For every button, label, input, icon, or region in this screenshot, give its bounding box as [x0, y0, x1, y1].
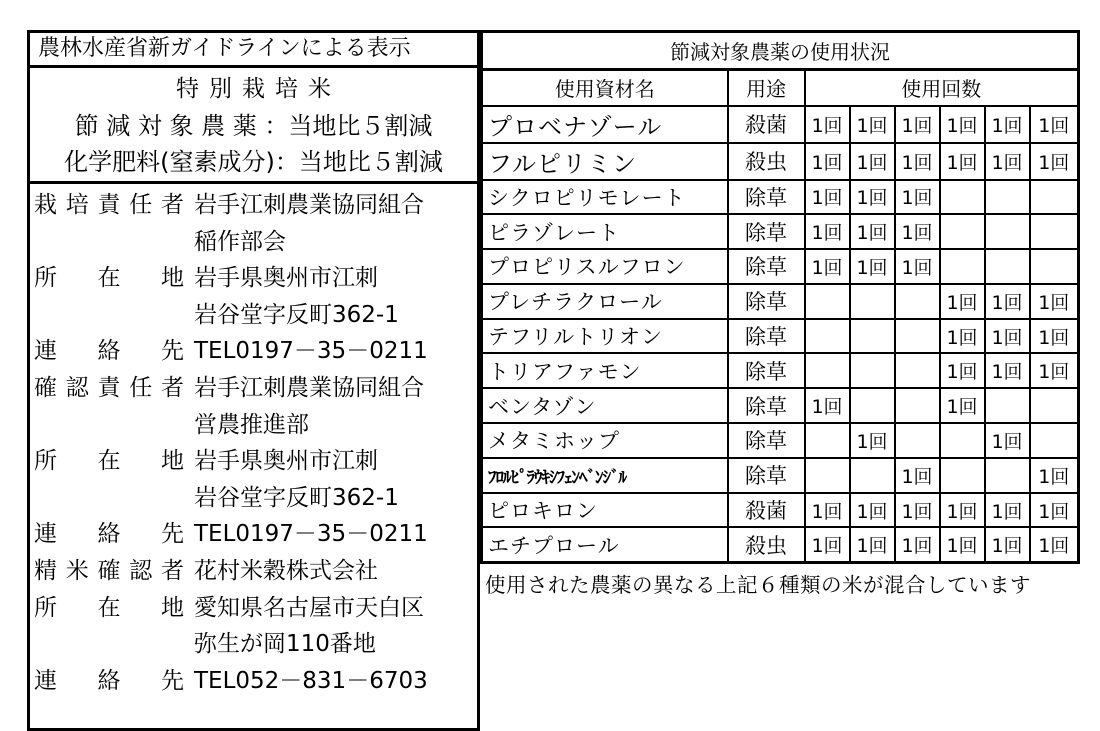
usage-count-cell — [805, 319, 850, 354]
info-label-char: 絡 — [97, 338, 121, 365]
info-label-char: 先 — [161, 667, 184, 694]
info-row — [30, 407, 477, 444]
info-value: 岩手県奥州市江刺 — [194, 265, 378, 292]
info-value: 愛知県名古屋市天白区 — [194, 594, 424, 621]
pesticide-use: 殺虫 — [728, 143, 805, 180]
pesticide-name: ベンタゾン — [482, 388, 728, 423]
usage-count-cell — [940, 180, 985, 215]
info-label-char: 先 — [161, 338, 184, 365]
usage-count-cell — [985, 458, 1030, 493]
info-value: 岩手江刺農業協同組合 — [194, 192, 424, 218]
usage-count-cell — [850, 284, 895, 319]
info-value: TEL052－831－6703 — [194, 667, 428, 694]
info-label-char: 連 — [34, 667, 57, 694]
usage-count-cell — [850, 353, 895, 388]
usage-count-cell: 1回 — [985, 143, 1030, 180]
guideline-header: 農林水産省新ガイドラインによる表示 — [27, 30, 480, 68]
usage-count-cell: 1回 — [895, 493, 940, 528]
info-label-char: 所 — [34, 448, 57, 475]
info-label-char: 先 — [161, 521, 184, 548]
usage-count-cell: 1回 — [850, 493, 895, 528]
pesticide-name: プロベナゾール — [482, 106, 728, 143]
info-label-char: 者 — [161, 374, 184, 401]
column-header-name: 使用資材名 — [482, 70, 728, 106]
usage-table-title: 節減対象農薬の使用状況 — [482, 32, 1079, 70]
info-label-char: 責 — [97, 192, 121, 218]
usage-count-cell: 1回 — [985, 319, 1030, 354]
usage-count-cell — [805, 423, 850, 458]
usage-count-cell: 1回 — [895, 249, 940, 284]
info-value: 弥生が岡110番地 — [194, 631, 376, 658]
info-label-char: 認 — [129, 557, 153, 584]
certification-title: 特別栽培米 — [176, 76, 341, 102]
usage-count-cell: 1回 — [1030, 527, 1079, 562]
usage-count-cell: 1回 — [940, 527, 985, 562]
info-value: 岩谷堂字反町362-1 — [194, 484, 399, 511]
info-label-char: 培 — [65, 192, 89, 218]
responsible-info — [27, 184, 480, 731]
usage-count-cell: 1回 — [805, 143, 850, 180]
info-label-char: 米 — [65, 557, 89, 584]
pesticide-row — [482, 143, 1079, 180]
usage-count-cell: 1回 — [850, 527, 895, 562]
usage-count-cell: 1回 — [985, 423, 1030, 458]
usage-count-cell: 1回 — [850, 249, 895, 284]
usage-count-cell: 1回 — [895, 458, 940, 493]
info-row — [30, 590, 477, 627]
usage-count-cell — [1030, 249, 1079, 284]
pesticide-name: シクロピリモレート — [482, 180, 728, 215]
usage-count-cell — [940, 214, 985, 249]
info-label-char: 地 — [161, 594, 184, 621]
info-value: TEL0197－35－0211 — [194, 338, 428, 365]
pesticide-name: エチプロール — [482, 527, 728, 562]
info-value: 営農推進部 — [194, 411, 309, 438]
info-value: 稲作部会 — [194, 228, 286, 255]
info-row — [30, 260, 477, 297]
info-value: 花村米穀株式会社 — [194, 557, 378, 584]
info-label-char: 任 — [129, 374, 153, 401]
info-label — [34, 333, 184, 370]
usage-count-cell: 1回 — [895, 143, 940, 180]
pesticide-name: フルピリミン — [482, 143, 728, 180]
info-value: 岩手江刺農業協同組合 — [194, 374, 424, 401]
usage-count-cell: 1回 — [1030, 319, 1079, 354]
pesticide-row — [482, 388, 1079, 423]
usage-count-cell: 1回 — [985, 527, 1030, 562]
usage-count-cell: 1回 — [805, 527, 850, 562]
usage-count-cell — [985, 388, 1030, 423]
info-label — [34, 553, 184, 590]
pesticide-name: ﾌﾛﾙﾋﾟﾗｳｷｼﾌｪﾝﾍﾞﾝｼﾞﾙ — [482, 458, 728, 493]
labeling-panel — [27, 30, 480, 731]
usage-count-cell: 1回 — [1030, 106, 1079, 143]
usage-count-cell: 1回 — [895, 214, 940, 249]
pesticide-usage-panel — [480, 30, 1077, 598]
usage-count-cell — [805, 353, 850, 388]
column-header-use: 用途 — [728, 70, 805, 106]
usage-count-cell: 1回 — [940, 106, 985, 143]
usage-count-cell: 1回 — [895, 180, 940, 215]
usage-count-cell: 1回 — [1030, 458, 1079, 493]
info-label-char: 所 — [34, 594, 57, 621]
usage-count-cell: 1回 — [805, 249, 850, 284]
usage-count-cell — [895, 284, 940, 319]
pesticide-reduction: 節 減 対 象 農 薬 ：当地比５割減 — [74, 111, 433, 140]
usage-count-cell: 1回 — [805, 388, 850, 423]
usage-count-cell: 1回 — [805, 214, 850, 249]
info-row — [30, 333, 477, 370]
column-header-count: 使用回数 — [805, 70, 1079, 106]
usage-count-cell — [895, 353, 940, 388]
usage-count-cell: 1回 — [805, 493, 850, 528]
info-label-char: 任 — [129, 192, 153, 218]
pesticide-name: プレチラクロール — [482, 284, 728, 319]
usage-count-cell — [895, 319, 940, 354]
info-row — [30, 443, 477, 480]
pesticide-row — [482, 106, 1079, 143]
pesticide-name: メタミホップ — [482, 423, 728, 458]
certification-box — [27, 68, 480, 184]
pesticide-row — [482, 249, 1079, 284]
usage-count-cell — [1030, 423, 1079, 458]
usage-count-cell — [985, 180, 1030, 215]
info-label-char: 認 — [65, 374, 89, 401]
usage-count-cell: 1回 — [985, 106, 1030, 143]
fertilizer-reduction: 化学肥料(窒素成分)：当地比５割減 — [64, 148, 443, 176]
info-label-char: 精 — [34, 557, 57, 584]
usage-count-cell — [1030, 214, 1079, 249]
usage-count-cell: 1回 — [1030, 143, 1079, 180]
info-row — [30, 297, 477, 334]
usage-count-cell: 1回 — [940, 353, 985, 388]
usage-count-cell: 1回 — [850, 180, 895, 215]
pesticide-use: 殺菌 — [728, 493, 805, 528]
usage-count-cell: 1回 — [985, 284, 1030, 319]
pesticide-use: 除草 — [728, 319, 805, 354]
usage-count-cell: 1回 — [805, 180, 850, 215]
info-row — [30, 663, 477, 700]
usage-count-cell — [805, 458, 850, 493]
usage-count-cell: 1回 — [985, 353, 1030, 388]
usage-count-cell: 1回 — [895, 527, 940, 562]
pesticide-row — [482, 458, 1079, 493]
info-label-char: 栽 — [34, 192, 57, 218]
info-value: 岩手県奥州市江刺 — [194, 448, 378, 475]
usage-count-cell: 1回 — [1030, 284, 1079, 319]
usage-count-cell — [895, 423, 940, 458]
info-row — [30, 516, 477, 553]
usage-count-cell: 1回 — [1030, 493, 1079, 528]
info-label — [34, 663, 184, 700]
info-row — [30, 370, 477, 407]
pesticide-use: 殺菌 — [728, 106, 805, 143]
info-label — [34, 590, 184, 627]
info-label — [34, 260, 184, 297]
pesticide-row — [482, 284, 1079, 319]
info-value: TEL0197－35－0211 — [194, 521, 428, 548]
usage-count-cell — [895, 388, 940, 423]
usage-count-cell: 1回 — [895, 106, 940, 143]
pesticide-use: 除草 — [728, 214, 805, 249]
info-row — [30, 553, 477, 590]
pesticide-row — [482, 493, 1079, 528]
pesticide-use: 除草 — [728, 353, 805, 388]
info-row — [30, 626, 477, 663]
pesticide-use: 除草 — [728, 249, 805, 284]
info-label-char: 者 — [161, 557, 184, 584]
pesticide-name: ピラゾレート — [482, 214, 728, 249]
info-label-char: 責 — [97, 374, 121, 401]
usage-count-cell: 1回 — [985, 493, 1030, 528]
usage-count-cell — [940, 423, 985, 458]
info-label-char: 地 — [161, 265, 184, 292]
info-label-char: 確 — [34, 374, 57, 401]
pesticide-row — [482, 353, 1079, 388]
usage-count-cell: 1回 — [940, 143, 985, 180]
pesticide-use: 除草 — [728, 458, 805, 493]
info-label-char: 者 — [161, 192, 184, 218]
info-label-char: 確 — [97, 557, 121, 584]
usage-count-cell — [850, 319, 895, 354]
usage-count-cell — [1030, 388, 1079, 423]
pesticide-use: 殺虫 — [728, 527, 805, 562]
info-row — [30, 224, 477, 261]
info-row — [30, 187, 477, 224]
usage-count-cell: 1回 — [850, 106, 895, 143]
usage-count-cell — [940, 458, 985, 493]
usage-count-cell — [1030, 180, 1079, 215]
usage-count-cell: 1回 — [1030, 353, 1079, 388]
info-label — [34, 516, 184, 553]
usage-count-cell: 1回 — [850, 423, 895, 458]
info-label-char: 在 — [97, 448, 121, 475]
usage-count-cell — [850, 388, 895, 423]
info-label-char: 連 — [34, 521, 57, 548]
info-label — [34, 370, 184, 407]
info-label — [34, 187, 184, 224]
pesticide-name: テフリルトリオン — [482, 319, 728, 354]
info-row — [30, 480, 477, 517]
info-label — [34, 443, 184, 480]
usage-count-cell: 1回 — [940, 388, 985, 423]
usage-count-cell: 1回 — [940, 284, 985, 319]
usage-count-cell — [985, 214, 1030, 249]
pesticide-row — [482, 214, 1079, 249]
pesticide-row — [482, 527, 1079, 562]
pesticide-name: プロピリスルフロン — [482, 249, 728, 284]
usage-count-cell — [805, 284, 850, 319]
usage-count-cell — [940, 249, 985, 284]
usage-count-cell: 1回 — [940, 319, 985, 354]
mixture-note: 使用された農薬の異なる上記６種類の米が混合しています — [485, 572, 1031, 597]
info-label-char: 絡 — [97, 667, 121, 694]
pesticide-name: ピロキロン — [482, 493, 728, 528]
usage-count-cell: 1回 — [850, 214, 895, 249]
usage-count-cell: 1回 — [940, 493, 985, 528]
usage-count-cell: 1回 — [850, 143, 895, 180]
info-label-char: 連 — [34, 338, 57, 365]
usage-count-cell — [850, 458, 895, 493]
pesticide-row — [482, 319, 1079, 354]
info-label-char: 在 — [97, 265, 121, 292]
pesticide-use: 除草 — [728, 423, 805, 458]
info-label-char: 在 — [97, 594, 121, 621]
usage-count-cell: 1回 — [805, 106, 850, 143]
pesticide-usage-table — [480, 30, 1080, 564]
usage-count-cell — [985, 249, 1030, 284]
info-label-char: 絡 — [97, 521, 121, 548]
pesticide-use: 除草 — [728, 180, 805, 215]
pesticide-name: トリアファモン — [482, 353, 728, 388]
pesticide-row — [482, 423, 1079, 458]
info-label-char: 所 — [34, 265, 57, 292]
info-value: 岩谷堂字反町362-1 — [194, 301, 399, 328]
pesticide-use: 除草 — [728, 388, 805, 423]
pesticide-row — [482, 180, 1079, 215]
pesticide-use: 除草 — [728, 284, 805, 319]
info-label-char: 地 — [161, 448, 184, 475]
